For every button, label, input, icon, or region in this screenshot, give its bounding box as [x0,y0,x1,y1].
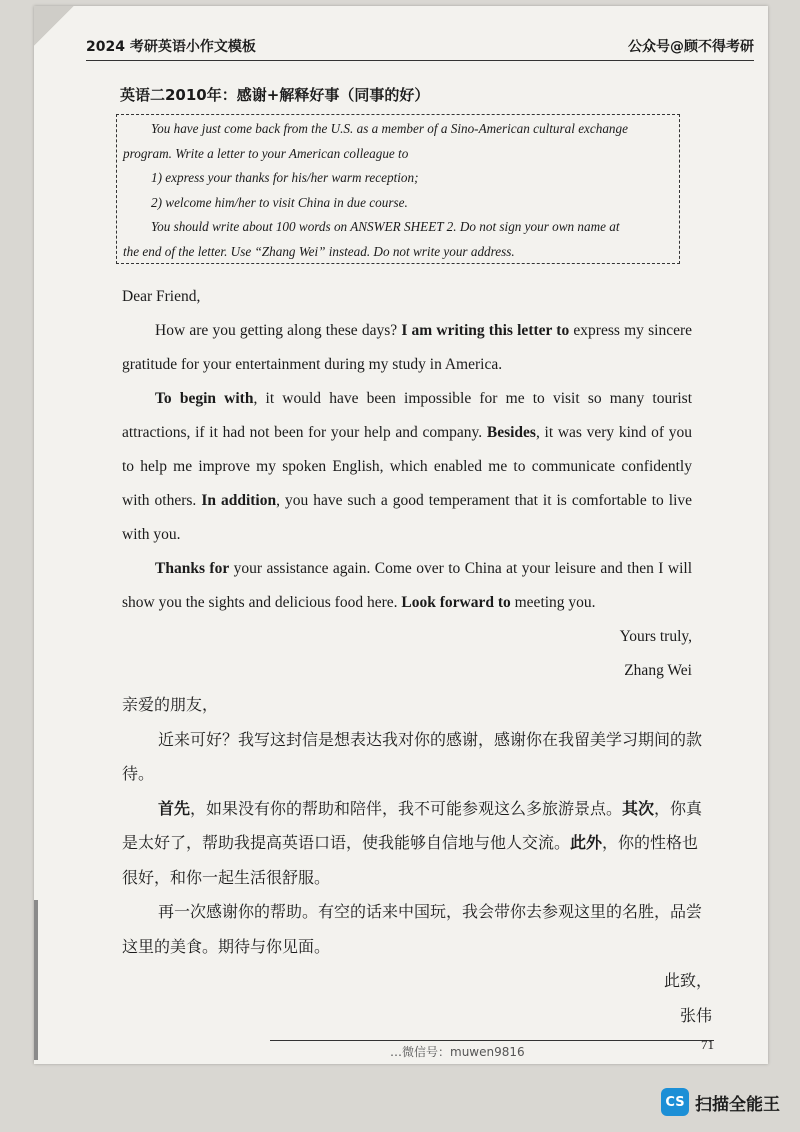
header-title: 2024 考研英语小作文模板 [86,39,256,55]
task-line: 1) express your thanks for his/her warm reception; [151,170,419,185]
task-prompt-box [116,114,680,264]
header-account: 公众号@顾不得考研 [628,39,754,55]
letter-salutation: Dear Friend, [122,288,201,305]
scanner-watermark [661,1088,780,1116]
letter-paragraph-zh-2: 首先，如果没有你的帮助和陪伴，我不可能参观这么多旅游景点。其次，你真是太好了，帮助我提高英语口语，使我能够自信地与他人交流。此外，你的性格也很好，和你一起生活很舒服。 [122,798,703,887]
letter-signature-zh: 张伟 [679,1005,712,1025]
task-line: 2) welcome him/her to visit China in due course. [151,194,408,210]
scanner-app-name: 扫描全能王 [695,1094,780,1115]
scan-shadow-edge [34,900,38,1060]
letter-closing: Yours truly, [619,628,692,645]
letter-salutation-zh: 亲爱的朋友， [122,695,219,714]
chinese-letter [122,688,712,1033]
task-line: You should write about 100 words on ANSWER SHEET 2. Do not sign your own name at [151,219,620,234]
page-fold-corner [34,6,74,46]
task-line: You have just come back from the U.S. as a member of a Sino-American cultural exchange [151,121,628,136]
letter-paragraph-3: Thanks for your assistance again. Come over to China at your leisure and then I will show you the sights and delicious food here. Look forward to meeting you. [122,560,693,611]
english-letter [122,280,692,688]
page-header [86,36,754,61]
section-title: 英语二2010年：感谢+解释好事（同事的好） [120,86,430,104]
page-footer [270,1037,714,1059]
letter-paragraph-1: How are you getting along these days? I am writing this letter to express my sincere gratitude for your entertainment during my study in America. [122,322,693,373]
letter-signature: Zhang Wei [624,662,692,679]
letter-paragraph-2: To begin with, it would have been impossible for me to visit so many tourist attractions, if it had not been for your help and company. Besides, it was very kind of you to help me improve my spoken English, which enabled me to communicate confidently with others. In addition, you have such a good temperament that it is comfortable to live with you. [122,390,693,543]
page-number: 71 [701,1037,714,1052]
camscanner-logo-icon: CS [661,1088,689,1116]
letter-closing-zh: 此致， [663,971,712,990]
letter-paragraph-zh-3: 再一次感谢你的帮助。有空的话来中国玩，我会带你去参观这里的名胜，品尝这里的美食。期待与你见面。 [122,902,703,956]
footer-wechat: …微信号：muwen9816 [390,1045,525,1059]
letter-paragraph-zh-1: 近来可好？我写这封信是想表达我对你的感谢，感谢你在我留美学习期间的款待。 [122,729,703,783]
task-line: the end of the letter. Use “Zhang Wei” instead. Do not write your address. [123,243,515,259]
task-line: program. Write a letter to your American colleague to [123,145,409,161]
